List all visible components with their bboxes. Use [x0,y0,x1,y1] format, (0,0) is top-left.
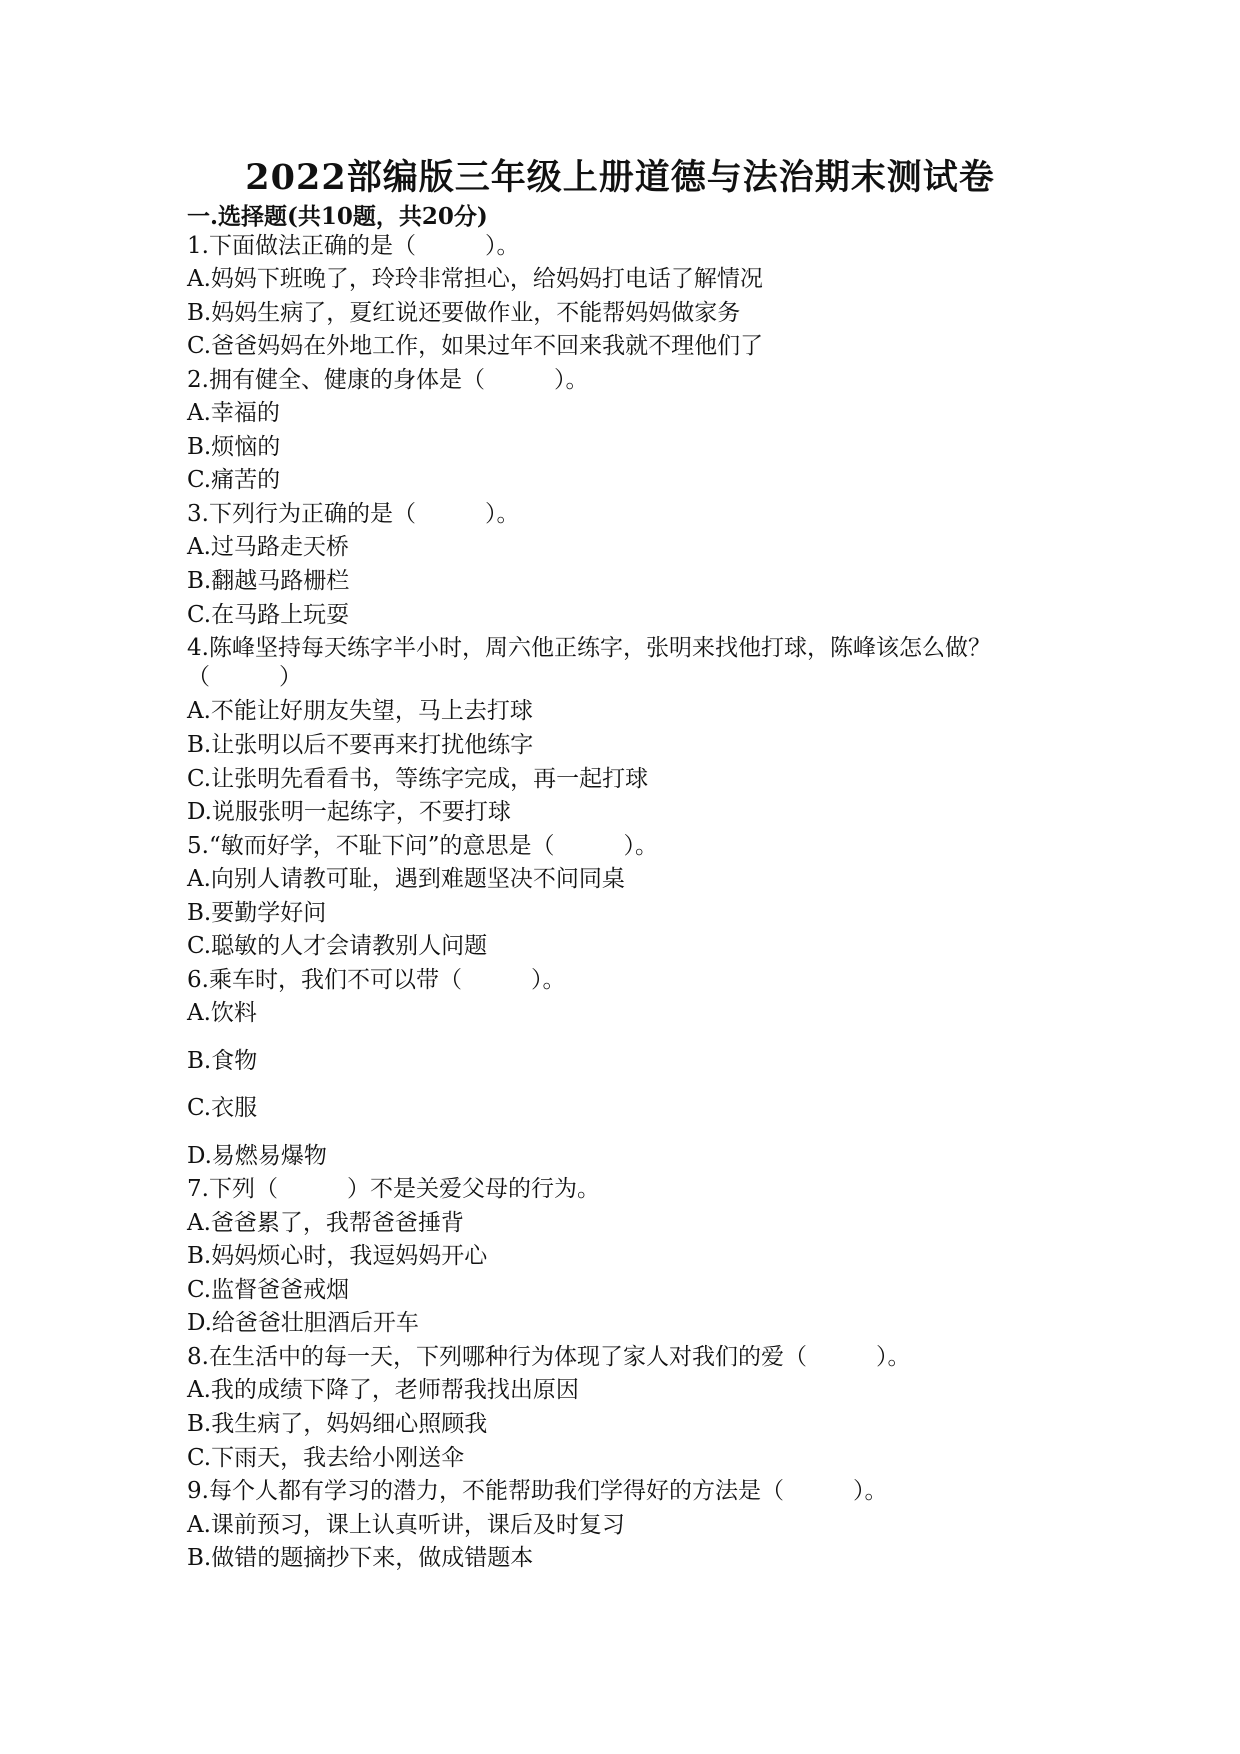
option: B.我生病了，妈妈细心照顾我 [187,1411,488,1437]
option: B.要勤学好问 [187,900,327,926]
option: C.监督爸爸戒烟 [187,1277,350,1303]
option: C.聪敏的人才会请教别人问题 [187,933,488,959]
option: B.妈妈生病了，夏红说还要做作业，不能帮妈妈做家务 [187,300,741,326]
option: A.课前预习，课上认真听讲，课后及时复习 [187,1512,625,1538]
question-stem-continued: （ ） [187,664,302,690]
option: D.给爸爸壮胆酒后开车 [187,1310,419,1336]
option: B.妈妈烦心时，我逗妈妈开心 [187,1243,488,1269]
option: A.饮料 [187,1000,257,1026]
question-stem: 8.在生活中的每一天，下列哪种行为体现了家人对我们的爱（ ）。 [187,1344,911,1370]
option: B.食物 [187,1048,258,1074]
option: C.下雨天，我去给小刚送伞 [187,1445,465,1471]
option: A.爸爸累了，我帮爸爸捶背 [187,1210,464,1236]
question-stem: 7.下列（ ）不是关爱父母的行为。 [187,1176,600,1202]
question-stem: 3.下列行为正确的是（ ）。 [187,501,520,527]
option: B.烦恼的 [187,434,281,460]
option: B.让张明以后不要再来打扰他练字 [187,732,534,758]
option: B.做错的题摘抄下来，做成错题本 [187,1545,534,1571]
question-stem: 9.每个人都有学习的潜力，不能帮助我们学得好的方法是（ ）。 [187,1478,888,1504]
option: A.幸福的 [187,400,280,426]
question-stem: 5.“敏而好学，不耻下问”的意思是（ ）。 [187,833,658,859]
option: A.不能让好朋友失望，马上去打球 [187,698,533,724]
option: B.翻越马路栅栏 [187,568,350,594]
option: C.让张明先看看书，等练字完成，再一起打球 [187,766,649,792]
section-heading: 一.选择题(共10题，共20分) [187,203,488,230]
option: D.说服张明一起练字，不要打球 [187,799,511,825]
question-stem: 2.拥有健全、健康的身体是（ ）。 [187,367,589,393]
option: C.衣服 [187,1095,258,1121]
exam-title: 2022部编版三年级上册道德与法治期末测试卷 [245,157,995,198]
option: A.向别人请教可耻，遇到难题坚决不问同桌 [187,866,625,892]
option: D.易燃易爆物 [187,1143,327,1169]
question-stem: 6.乘车时，我们不可以带（ ）。 [187,967,566,993]
question-stem: 1.下面做法正确的是（ ）。 [187,233,520,259]
option: C.爸爸妈妈在外地工作，如果过年不回来我就不理他们了 [187,333,764,359]
option: C.痛苦的 [187,467,281,493]
question-stem: 4.陈峰坚持每天练字半小时，周六他正练字，张明来找他打球，陈峰该怎么做？ [187,635,991,661]
option: A.妈妈下班晚了，玲玲非常担心，给妈妈打电话了解情况 [187,266,763,292]
option: A.我的成绩下降了，老师帮我找出原因 [187,1377,579,1403]
option: C.在马路上玩耍 [187,602,350,628]
option: A.过马路走天桥 [187,534,349,560]
